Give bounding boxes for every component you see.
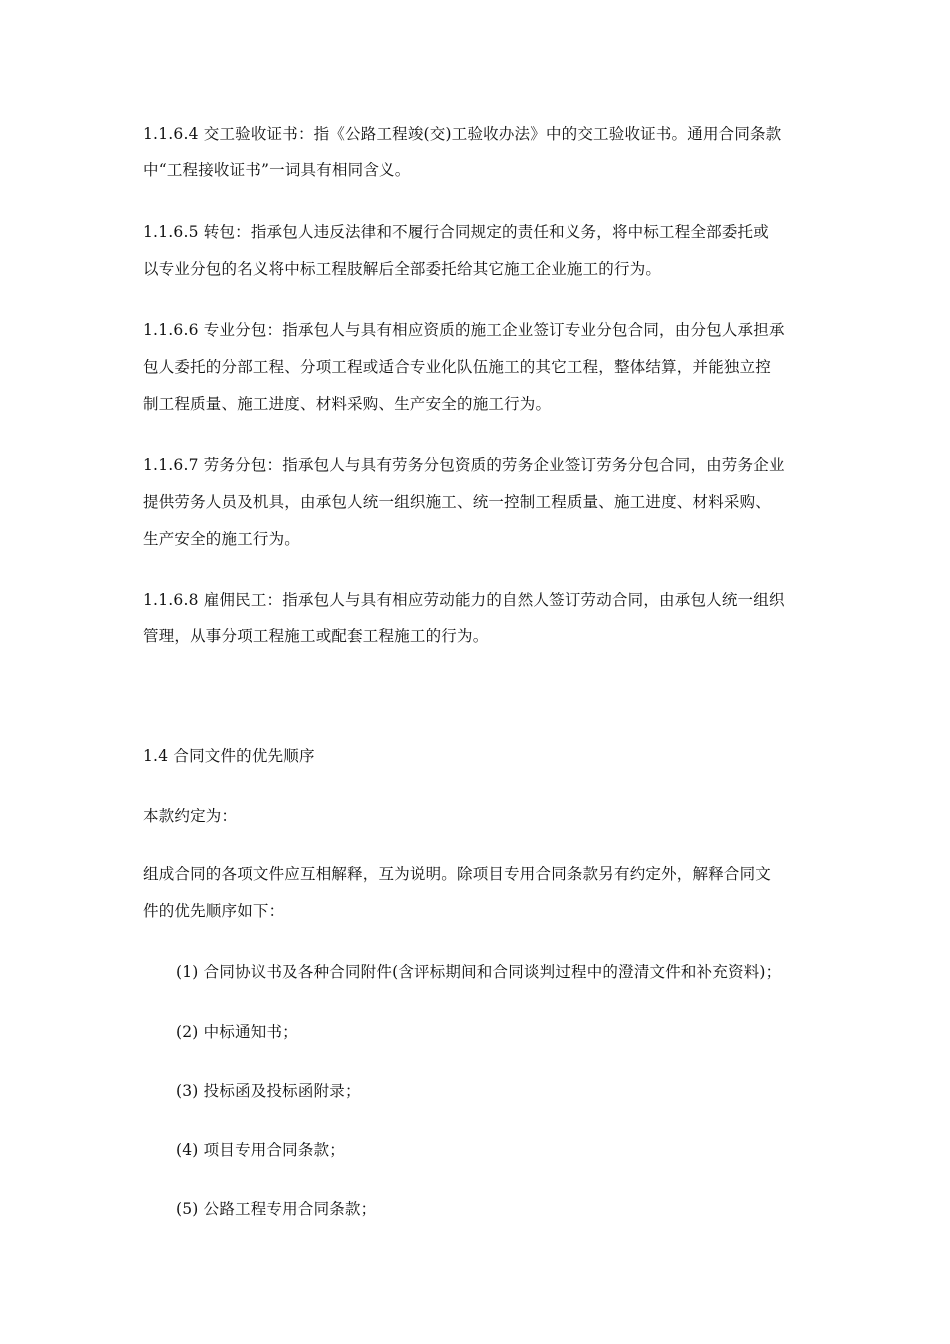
definition-1-1-6-7-line-2: 提供劳务人员及机具，由承包人统一组织施工、统一控制工程质量、施工进度、材料采购、 bbox=[143, 493, 772, 511]
definition-1-1-6-8-line-2: 管理，从事分项工程施工或配套工程施工的行为。 bbox=[143, 627, 489, 645]
list-item: (5) 公路工程专用合同条款； bbox=[176, 1200, 377, 1218]
definition-1-1-6-5-line-2: 以专业分包的名义将中标工程肢解后全部委托给其它施工企业施工的行为。 bbox=[143, 260, 662, 278]
definition-1-1-6-4-line-1: 1.1.6.4 交工验收证书：指《公路工程竣(交)工验收办法》中的交工验收证书。通用合同条款 bbox=[143, 125, 782, 143]
intro-paragraph-line-2: 件的优先顺序如下： bbox=[143, 902, 285, 920]
definition-1-1-6-4-line-2: 中“工程接收证书”一词具有相同含义。 bbox=[143, 161, 411, 179]
list-item: (3) 投标函及投标函附录； bbox=[176, 1082, 361, 1100]
definition-1-1-6-6-line-3: 制工程质量、施工进度、材料采购、生产安全的施工行为。 bbox=[143, 395, 552, 413]
list-item: (4) 项目专用合同条款； bbox=[176, 1141, 345, 1159]
agreed-text: 本款约定为： bbox=[143, 807, 238, 825]
definition-1-1-6-8-line-1: 1.1.6.8 雇佣民工：指承包人与具有相应劳动能力的自然人签订劳动合同，由承包人统一组织 bbox=[143, 591, 785, 609]
definition-1-1-6-7-line-3: 生产安全的施工行为。 bbox=[143, 530, 301, 548]
definition-1-1-6-7-line-1: 1.1.6.7 劳务分包：指承包人与具有劳务分包资质的劳务企业签订劳务分包合同，由劳务企业 bbox=[143, 456, 785, 474]
section-heading: 1.4 合同文件的优先顺序 bbox=[143, 747, 315, 765]
definition-1-1-6-5-line-1: 1.1.6.5 转包：指承包人违反法律和不履行合同规定的责任和义务，将中标工程全部委托或 bbox=[143, 223, 769, 241]
intro-paragraph-line-1: 组成合同的各项文件应互相解释，互为说明。除项目专用合同条款另有约定外，解释合同文 bbox=[143, 865, 772, 883]
list-item: (1) 合同协议书及各种合同附件(含评标期间和合同谈判过程中的澄清文件和补充资料)； bbox=[176, 963, 782, 981]
list-item: (2) 中标通知书； bbox=[176, 1023, 298, 1041]
definition-1-1-6-6-line-1: 1.1.6.6 专业分包：指承包人与具有相应资质的施工企业签订专业分包合同，由分包人承担承 bbox=[143, 321, 785, 339]
definition-1-1-6-6-line-2: 包人委托的分部工程、分项工程或适合专业化队伍施工的其它工程，整体结算，并能独立控 bbox=[143, 358, 772, 376]
